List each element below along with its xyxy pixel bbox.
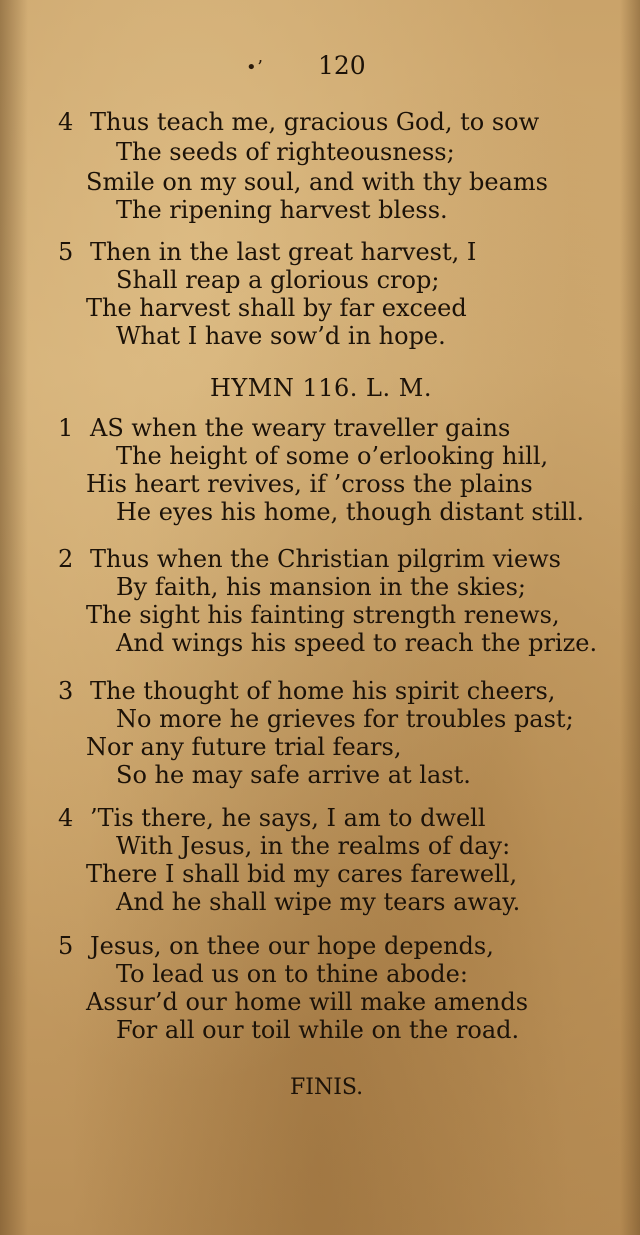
hymn-heading: HYMN 116. L. M. [210,374,432,402]
verse-line: The sight his fainting strength renews, [86,601,560,629]
verse-line: Thus when the Christian pilgrim views [90,545,561,573]
verse-line: And he shall wipe my tears away. [116,888,521,916]
verse-line: To lead us on to thine abode: [116,960,468,988]
printer-ornament: •ʼ [246,57,263,78]
stanza-number: 3 [58,677,74,705]
verse-line: With Jesus, in the realms of day: [116,832,511,860]
verse-line: Thus teach me, gracious God, to sow [90,108,540,136]
page-shadow-left [0,0,28,1235]
verse-line: The ripening harvest bless. [116,196,448,224]
verse-line: So he may safe arrive at last. [116,761,471,789]
verse-line: For all our toil while on the road. [116,1016,520,1044]
verse-line: By faith, his mansion in the skies; [116,573,527,601]
stanza-number: 4 [58,108,74,136]
page-number: 120 [318,51,366,80]
verse-line: His heart revives, if ’cross the plains [86,470,533,498]
verse-line: The harvest shall by far exceed [86,294,467,322]
verse-line: Assur’d our home will make amends [86,988,529,1016]
verse-line: And wings his speed to reach the prize. [116,629,598,657]
verse-line: AS when the weary traveller gains [90,414,511,442]
stanza-number: 5 [58,932,74,960]
verse-line: ’Tis there, he says, I am to dwell [90,804,486,832]
verse-line: Shall reap a glorious crop; [116,266,440,294]
verse-line: There I shall bid my cares farewell, [86,860,518,888]
verse-line: The seeds of righteousness; [116,138,455,166]
stanza-number: 1 [58,414,74,442]
verse-line: What I have sow’d in hope. [116,322,446,350]
verse-line: Smile on my soul, and with thy beams [86,168,548,196]
page-shadow-right [620,0,640,1235]
finis-label: FINIS. [290,1075,364,1100]
verse-line: The thought of home his spirit cheers, [90,677,556,705]
verse-line: Nor any future trial fears, [86,733,402,761]
verse-line: He eyes his home, though distant still. [116,498,584,526]
verse-line: No more he grieves for troubles past; [116,705,574,733]
stanza-number: 4 [58,804,74,832]
stanza-number: 2 [58,545,74,573]
stanza-number: 5 [58,238,74,266]
verse-line: The height of some o’erlooking hill, [116,442,549,470]
verse-line: Then in the last great harvest, I [90,238,477,266]
verse-line: Jesus, on thee our hope depends, [90,932,494,960]
